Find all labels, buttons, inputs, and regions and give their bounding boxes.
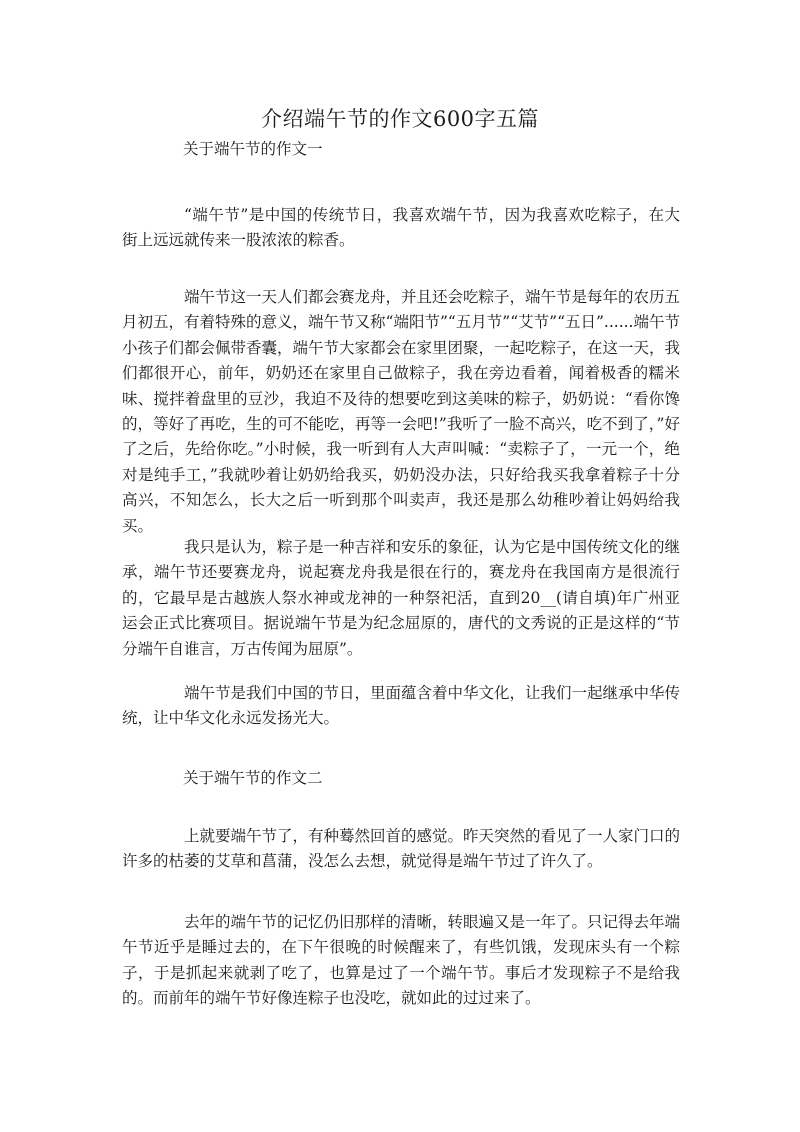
essay-1-paragraph-3: 我只是认为，粽子是一种吉祥和安乐的象征，认为它是中国传统文化的继承，端午节还要赛龙舟，说起赛龙舟我是很在行的，赛龙舟在我国南方是很流行的，它最早是古越族人祭水神或龙神的一种祭祀活，直到20__(请自填)年广州亚运会正式比赛项目。据说端午节是为纪念屈原的，唐代的文秀说的正是这样的“节分端午自谁言，万古传闻为屈原”。	[122, 538, 681, 658]
essay-2-paragraph-2: 去年的端午节的记忆仍旧那样的清晰，转眼遍又是一年了。只记得去年端午节近乎是睡过去的，在下午很晚的时候醒来了，有些饥饿，发现床头有一个粽子，于是抓起来就剥了吃了，也算是过了一个端午节。事后才发现粽子不是给我的。而前年的端午节好像连粽子也没吃，就如此的过过来了。	[122, 913, 681, 1008]
document-title: 介绍端午节的作文600字五篇	[260, 107, 540, 131]
essay-1-heading: 关于端午节的作文一	[183, 140, 323, 158]
essay-1-paragraph-2: 端午节这一天人们都会赛龙舟，并且还会吃粽子，端午节是每年的农历五月初五，有着特殊的意义，端午节又称“端阳节”“五月节”“艾节”“五日”......端午节小孩子们都会佩带香囊，端午节大家都会在家里团聚，一起吃粽子，在这一天，我们都很开心，前年，奶奶还在家里自己做粽子，我在旁边看着，闻着极香的糯米味、搅拌着盘里的豆沙，我迫不及待的想要吃到这美味的粽子，奶奶说：“看你馋的，等好了再吃，生的可不能吃，再等一会吧!”我听了一脸不高兴，吃不到了，”好了之后，先给你吃。”小时候，我一听到有人大声叫喊：“卖粽子了，一元一个，绝对是纯手工，”我就吵着让奶奶给我买，奶奶没办法，只好给我买我拿着粽子十分高兴，不知怎么，长大之后一听到那个叫卖声，我还是那么幼稚吵着让妈妈给我买。	[122, 288, 681, 535]
essay-1-paragraph-1: “端午节”是中国的传统节日，我喜欢端午节，因为我喜欢吃粽子，在大街上远远就传来一股浓浓的粽香。	[122, 206, 680, 250]
essay-2-heading: 关于端午节的作文二	[183, 769, 323, 787]
essay-1-paragraph-4: 端午节是我们中国的节日，里面蕴含着中华文化，让我们一起继承中华传统，让中华文化永远发扬光大。	[122, 684, 681, 728]
essay-2-paragraph-1: 上就要端午节了，有种蓦然回首的感觉。昨天突然的看见了一人家门口的许多的枯萎的艾草和菖蒲，没怎么去想，就觉得是端午节过了许久了。	[122, 827, 681, 871]
